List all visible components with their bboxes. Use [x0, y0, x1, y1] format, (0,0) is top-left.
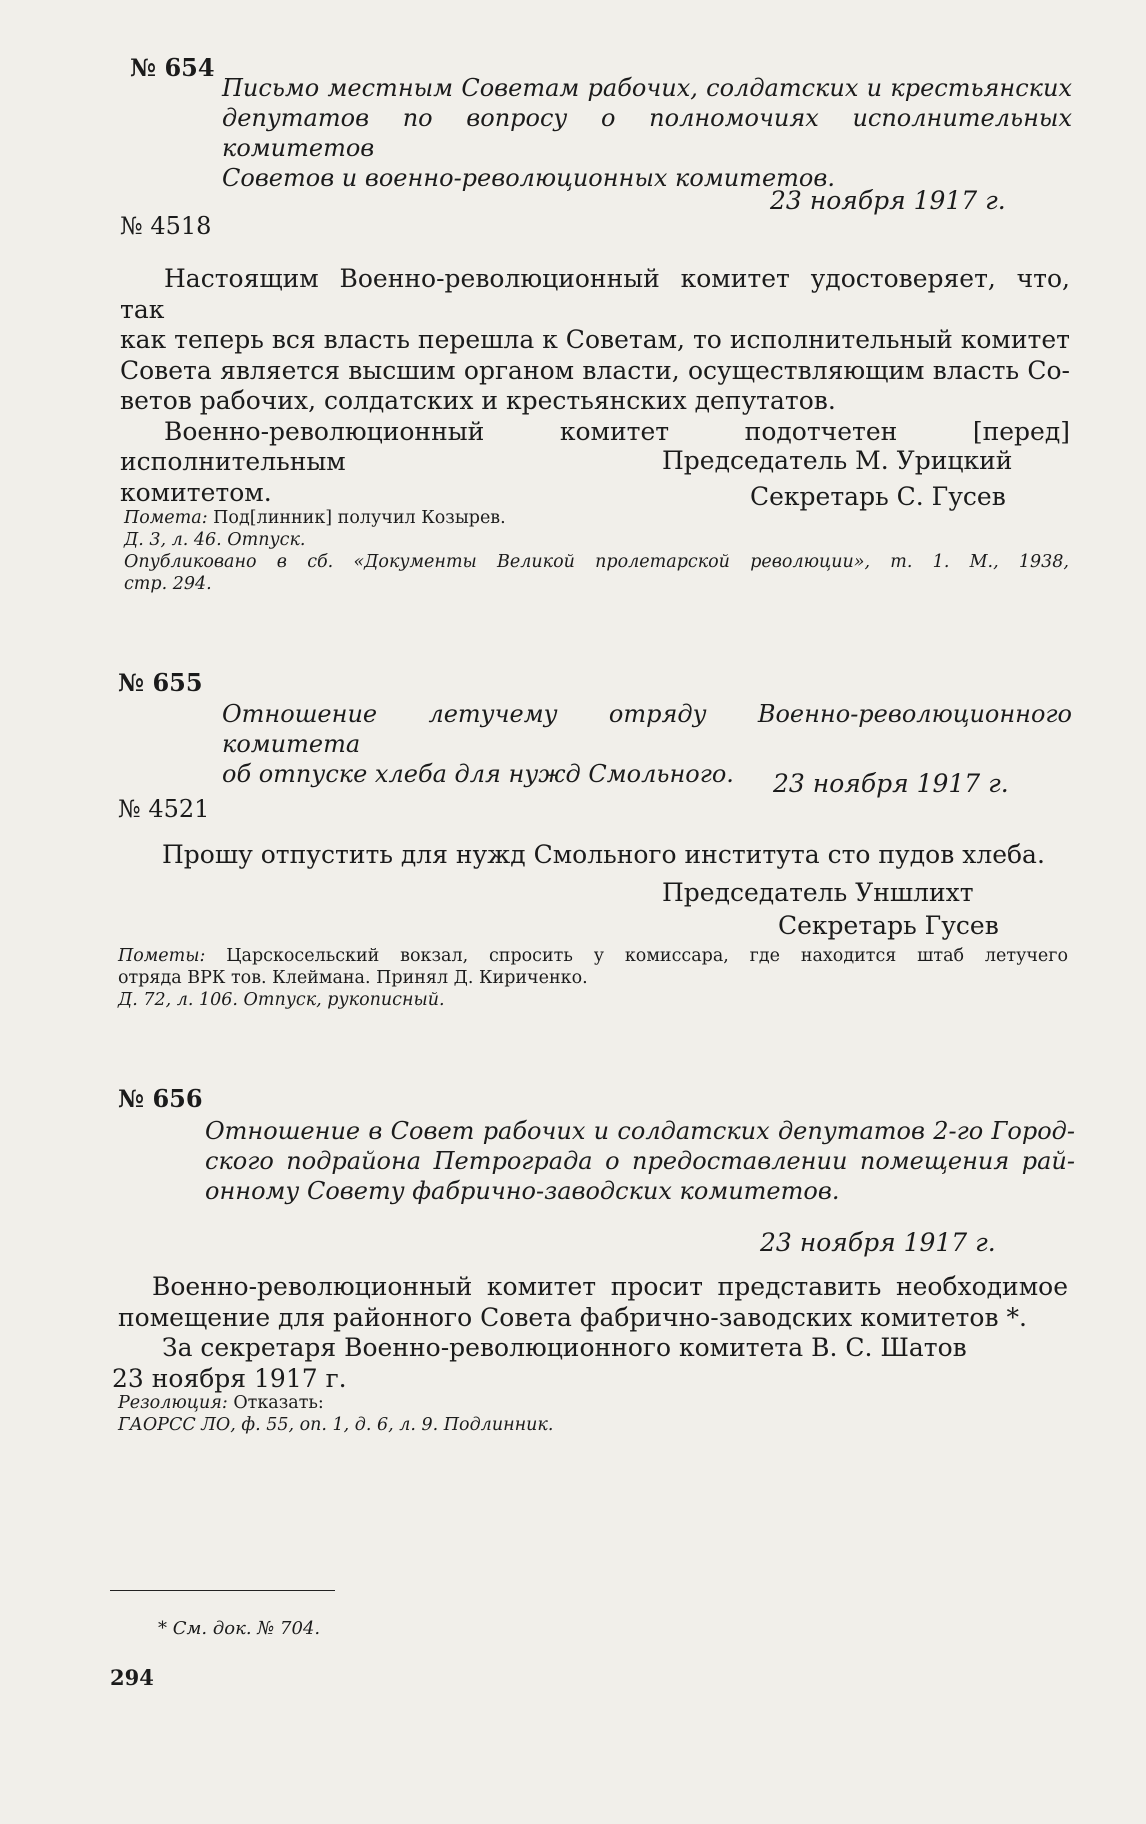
- note-label: Пометы:: [118, 946, 206, 966]
- archive-ref: ГАОРСС ЛО, ф. 55, оп. 1, д. 6, л. 9. Подлинник.: [118, 1415, 554, 1435]
- body-line: За секретаря Военно-революционного комитета В. С. Шатов: [162, 1333, 967, 1362]
- doc-655-date: 23 ноября 1917 г.: [773, 769, 1009, 798]
- doc-656-title-line: Отношение в Совет рабочих и солдатских депутатов 2-го Город-: [205, 1117, 1075, 1145]
- doc-656-date: 23 ноября 1917 г.: [760, 1228, 996, 1257]
- doc-656-title: [205, 1116, 1075, 1206]
- body-line: помещение для районного Совета фабрично-заводских комитетов *.: [118, 1302, 1027, 1332]
- footnote: * См. док. № 704.: [158, 1618, 321, 1639]
- doc-655-signature-chairman: Председатель Уншлихт: [662, 878, 974, 907]
- doc-655-reg-number: № 4521: [118, 795, 210, 823]
- note-text: Царскосельский вокзал, спросить у комиссара, где находится штаб летучего: [226, 946, 1068, 966]
- doc-654-title: [222, 73, 1072, 193]
- note-line: [124, 507, 1069, 529]
- doc-number-654: № 654: [130, 53, 215, 82]
- footnote-divider: [110, 1590, 335, 1591]
- note-text: Под[линник] получил Козырев.: [213, 508, 506, 528]
- body-line: Настоящим Военно-революционный комитет удостоверяет, что, так: [120, 264, 1070, 324]
- doc-655-signature-secretary: Секретарь Гусев: [778, 911, 999, 940]
- doc-654-title-line: депутатов по вопросу о полномочиях исполнительных комитетов: [222, 104, 1072, 162]
- doc-655-title-line: об отпуске хлеба для нужд Смольного.: [222, 760, 734, 788]
- doc-654-date: 23 ноября 1917 г.: [770, 186, 1006, 215]
- body-line: ветов рабочих, солдатских и крестьянских депутатов.: [120, 386, 836, 415]
- page-number: 294: [110, 1665, 154, 1690]
- body-line: Совета является высшим органом власти, осуществляющим власть Со-: [120, 355, 1070, 385]
- doc-654-notes: [124, 507, 1069, 595]
- doc-656-title-line: ского подрайона Петрограда о предоставлении помещения рай-: [205, 1147, 1075, 1175]
- doc-654-reg-number: № 4518: [120, 212, 212, 240]
- note-line: отряда ВРК тов. Клеймана. Принял Д. Кириченко.: [118, 968, 588, 988]
- body-line: Военно-революционный комитет подотчетен [перед] исполнительным: [120, 416, 1070, 476]
- resolution-label: Резолюция:: [118, 1393, 228, 1413]
- archive-ref: Д. 3, л. 46. Отпуск.: [124, 530, 306, 550]
- doc-655-title-line: Отношение летучему отряду Военно-революционного комитета: [222, 700, 1072, 758]
- doc-656-title-line: онному Совету фабрично-заводских комитетов.: [205, 1177, 840, 1205]
- doc-number-655: № 655: [118, 668, 203, 697]
- doc-656-body: [112, 1272, 1068, 1394]
- body-line: комитетом.: [120, 477, 272, 507]
- body-line: 23 ноября 1917 г.: [112, 1363, 347, 1393]
- resolution-line: [118, 1392, 1068, 1414]
- doc-654-signature-chairman: Председатель М. Урицкий: [662, 446, 1013, 475]
- note-line: [118, 945, 1068, 967]
- body-line: как теперь вся власть перешла к Советам, то исполнительный комитет: [120, 325, 1070, 354]
- doc-655-body: Прошу отпустить для нужд Смольного института сто пудов хлеба.: [162, 840, 1045, 869]
- doc-654-title-line: Письмо местным Советам рабочих, солдатских и крестьянских: [222, 74, 1072, 102]
- doc-656-notes: [118, 1392, 1068, 1436]
- note-label: Помета:: [124, 508, 208, 528]
- archive-ref: Д. 72, л. 106. Отпуск, рукописный.: [118, 990, 445, 1010]
- doc-655-notes: [118, 945, 1068, 1011]
- body-line: Военно-революционный комитет просит представить необходимое: [152, 1272, 1068, 1301]
- doc-number-656: № 656: [118, 1084, 203, 1113]
- doc-654-signature-secretary: Секретарь С. Гусев: [750, 482, 1006, 511]
- resolution-text: Отказать:: [233, 1393, 324, 1413]
- published-line: Опубликовано в сб. «Документы Великой пролетарской революции», т. 1. М., 1938,: [124, 552, 1069, 572]
- doc-654-title-line: Советов и военно-революционных комитетов.: [222, 164, 835, 192]
- published-line: стр. 294.: [124, 574, 212, 594]
